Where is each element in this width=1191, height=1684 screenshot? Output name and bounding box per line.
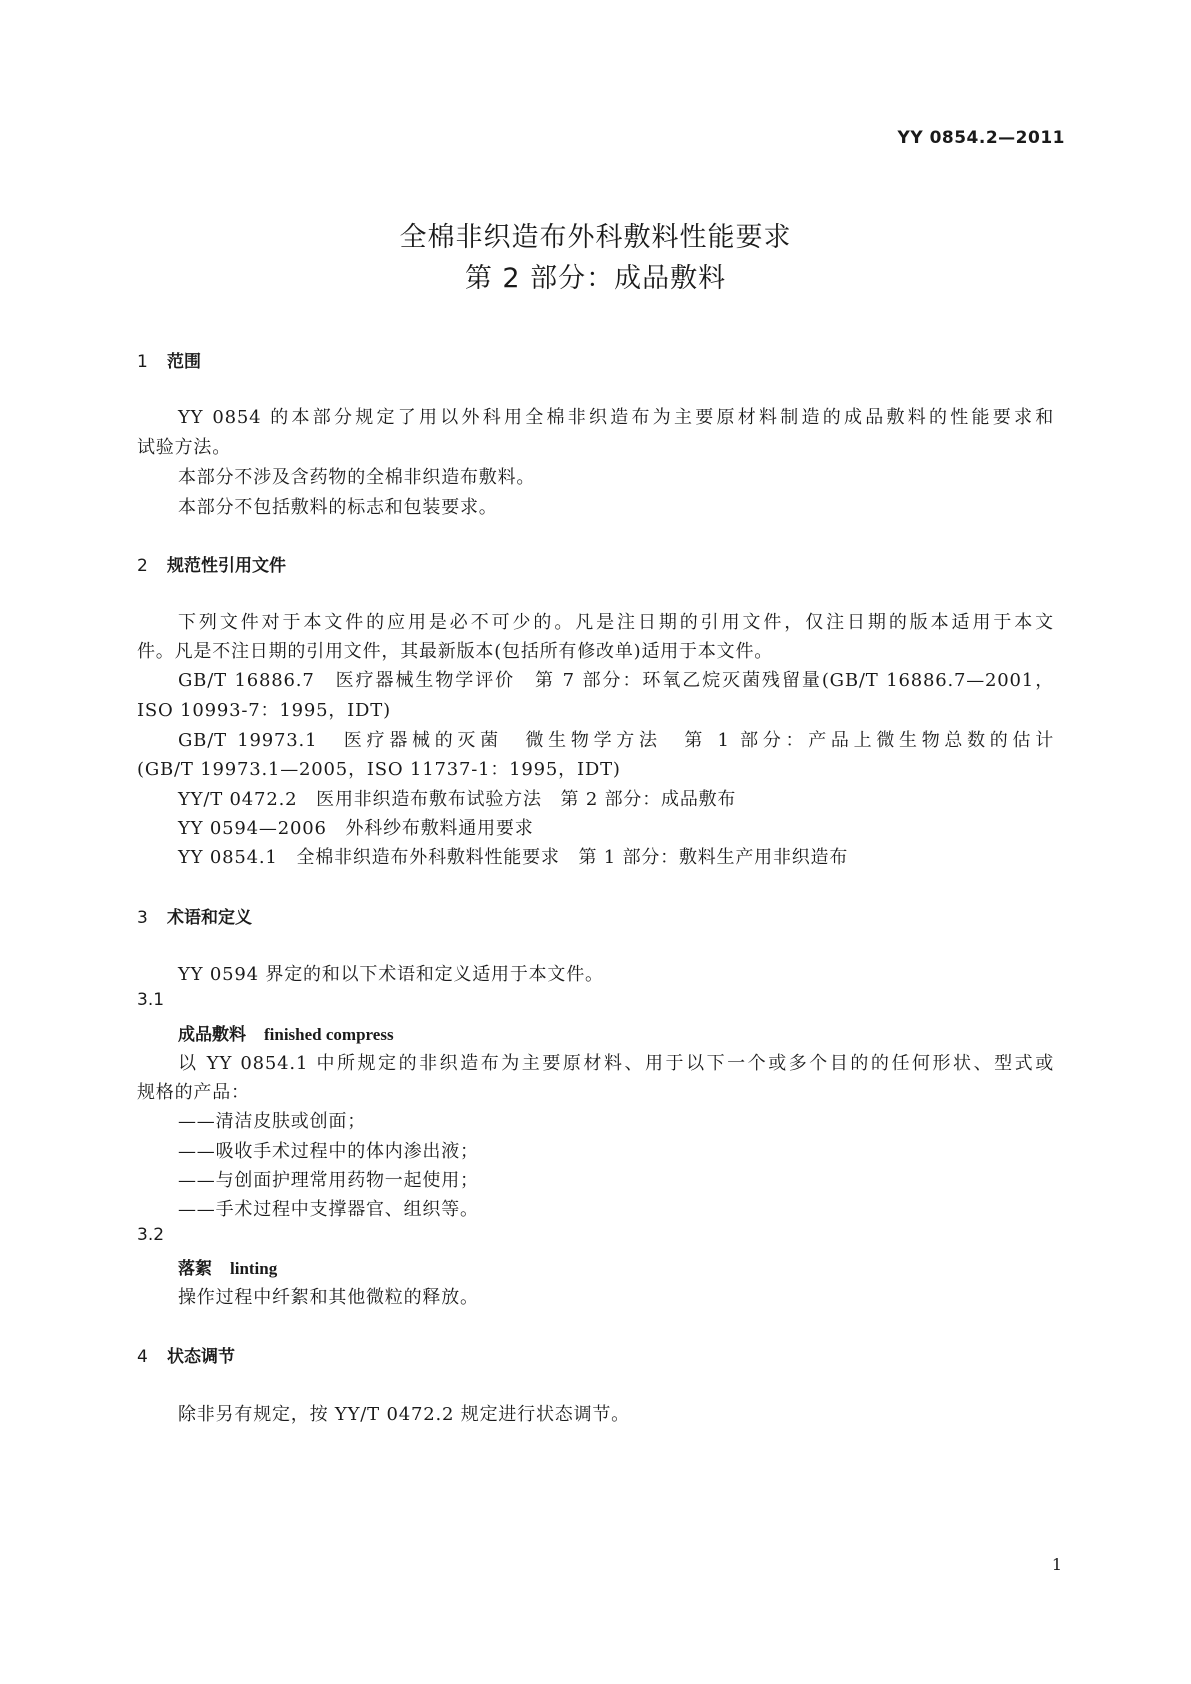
- list-item: ——清洁皮肤或创面；: [178, 1111, 366, 1132]
- section-number: 4: [137, 1347, 148, 1367]
- standard-number: YY 0854.2—2011: [897, 128, 1065, 148]
- term-definition: 规格的产品：: [137, 1082, 250, 1103]
- paragraph: 本部分不包括敷料的标志和包装要求。: [178, 497, 498, 518]
- section-number: 2: [137, 556, 148, 576]
- term-number: 3.2: [137, 1225, 165, 1245]
- section-number: 1: [137, 352, 148, 372]
- reference-item: GB/T 19973.1 医疗器械的灭菌 微生物学方法 第 1 部分：产品上微生物总数的估计: [178, 730, 1054, 751]
- paragraph: 试验方法。: [137, 437, 231, 458]
- section-heading-scope: [137, 347, 201, 372]
- paragraph: 下列文件对于本文件的应用是必不可少的。凡是注日期的引用文件，仅注日期的版本适用于本文: [178, 612, 1054, 633]
- term-number: 3.1: [137, 990, 165, 1010]
- paragraph: YY 0854 的本部分规定了用以外科用全棉非织造布为主要原材料制造的成品敷料的性能要求和: [178, 407, 1054, 428]
- section-title: 术语和定义: [167, 908, 252, 928]
- document-title: 全棉非织造布外科敷料性能要求: [399, 222, 792, 253]
- section-title: 规范性引用文件: [167, 556, 286, 576]
- paragraph: YY 0594 界定的和以下术语和定义适用于本文件。: [178, 964, 604, 985]
- reference-item: YY 0854.1 全棉非织造布外科敷料性能要求 第 1 部分：敷料生产用非织造布: [178, 847, 849, 868]
- section-heading-conditioning: [137, 1342, 235, 1367]
- reference-item: (GB/T 19973.1—2005，ISO 11737-1：1995，IDT): [137, 759, 621, 780]
- page-number: 1: [1051, 1555, 1062, 1574]
- section-title: 状态调节: [167, 1347, 235, 1367]
- section-number: 3: [137, 908, 148, 928]
- reference-item: YY/T 0472.2 医用非织造布敷布试验方法 第 2 部分：成品敷布: [178, 789, 737, 810]
- term-heading: [178, 1254, 277, 1279]
- term-en: finished compress: [264, 1025, 394, 1044]
- term-definition: 以 YY 0854.1 中所规定的非织造布为主要原材料、用于以下一个或多个目的的任何形状、型式或: [178, 1053, 1054, 1074]
- term-zh: 成品敷料: [178, 1025, 246, 1045]
- reference-item: ISO 10993-7：1995，IDT): [137, 700, 391, 721]
- term-heading: [178, 1020, 394, 1045]
- paragraph: 除非另有规定，按 YY/T 0472.2 规定进行状态调节。: [178, 1404, 630, 1425]
- term-zh: 落絮: [178, 1259, 212, 1279]
- reference-item: GB/T 16886.7 医疗器械生物学评价 第 7 部分：环氧乙烷灭菌残留量(GB/T 16886.7—2001，: [178, 670, 1054, 691]
- term-definition: 操作过程中纤絮和其他微粒的释放。: [178, 1287, 479, 1308]
- document-subtitle: 第 2 部分：成品敷料: [464, 263, 727, 294]
- list-item: ——吸收手术过程中的体内渗出液；: [178, 1141, 479, 1162]
- list-item: ——与创面护理常用药物一起使用；: [178, 1170, 479, 1191]
- section-heading-terms: [137, 903, 252, 928]
- section-heading-normative-references: [137, 551, 286, 576]
- paragraph: 件。凡是不注日期的引用文件，其最新版本(包括所有修改单)适用于本文件。: [137, 641, 774, 662]
- list-item: ——手术过程中支撑器官、组织等。: [178, 1199, 479, 1220]
- reference-item: YY 0594—2006 外科纱布敷料通用要求: [178, 818, 534, 839]
- paragraph: 本部分不涉及含药物的全棉非织造布敷料。: [178, 467, 536, 488]
- term-en: linting: [230, 1259, 278, 1278]
- section-title: 范围: [167, 352, 201, 372]
